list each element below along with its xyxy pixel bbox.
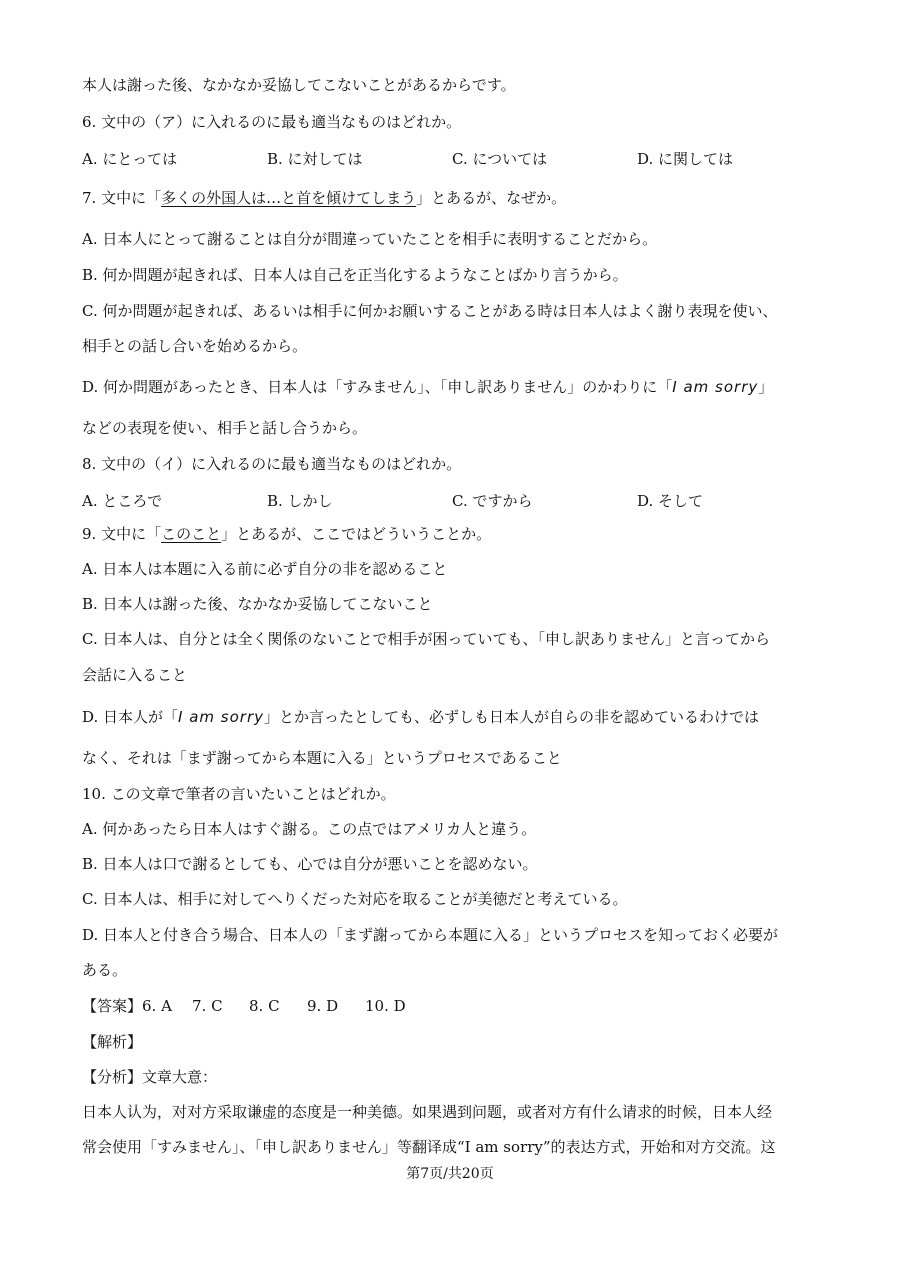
q10-option-b: B. 日本人は口で謝るとしても、心では自分が悪いことを認めない。 [82,855,538,873]
q9-d-handwritten-phrase: I am sorry [178,708,264,726]
q7-option-d-line1 [82,378,773,398]
q8-option-d: D. そして [637,492,704,510]
q7-option-b: B. 何か問題が起きれば、日本人は自己を正当化するようなことばかり言うから。 [82,266,628,284]
answer-label: 【答案】 [82,997,143,1015]
q6-option-a: A. にとっては [82,150,178,168]
q10-option-d-line2: ある。 [82,961,128,979]
q6-option-c: C. については [452,150,548,168]
q9-d-post: 」とか言ったとしても、必ずしも日本人が自らの非を認めているわけでは [264,708,760,726]
q9-option-c-line1: C. 日本人は、自分とは全く関係のないことで相手が困っていても、「申し訳ありません」と言ってから [82,630,770,648]
q10-stem: 10. この文章で筆者の言いたいことはどれか。 [82,785,396,803]
q7-d-pre: D. 何か問題があったとき、日本人は「すみません」、「申し訳ありません」のかわりに「 [82,378,673,396]
q7-option-c-line1: C. 何か問題が起きれば、あるいは相手に何かお願いすることがある時は日本人はよく謝り表現を使い、 [82,302,778,320]
q9-option-a: A. 日本人は本題に入る前に必ず自分の非を認めること [82,560,448,578]
q10-option-d-line1: D. 日本人と付き合う場合、日本人の「まず謝ってから本題に入る」というプロセスを知っておく必要が [82,926,779,944]
q9-stem-underlined: このこと [161,525,222,543]
q9-stem [82,525,491,545]
q8-stem: 8. 文中の（イ）に入れるのに最も適当なものはどれか。 [82,455,462,473]
q9-d-pre: D. 日本人が「 [82,708,179,726]
q7-option-d-line2: などの表現を使い、相手と話し合うから。 [82,419,368,437]
q9-stem-post: 」とあるが、ここではどういうことか。 [221,525,492,543]
page-footer: 第7页/共20页 [406,1166,494,1182]
q6-options [82,148,822,169]
answer-item-8: 8. C [249,997,280,1015]
answer-line [82,997,406,1017]
analysis-label: 【解析】 [82,1033,143,1051]
intro-line: 本人は謝った後、なかなか妥協してこないことがあるからです。 [82,76,516,94]
q6-option-b: B. に対しては [267,150,363,168]
q7-option-a: A. 日本人にとって謝ることは自分が間違っていたことを相手に表明することだから。 [82,230,658,248]
summary-paragraph-line1: 日本人认为，对对方采取谦虚的态度是一种美德。如果遇到问题，或者对方有什么请求的时候，日本人经 [82,1103,773,1121]
q7-option-c-line2: 相手との話し合いを始めるから。 [82,337,308,355]
q7-d-post: 」 [758,378,774,396]
q8-options [82,490,822,511]
q7-stem-underlined: 多くの外国人は…と首を傾けてしまう [161,189,417,207]
q10-option-c: C. 日本人は、相手に対してへりくだった対応を取ることが美徳だと考えている。 [82,890,628,908]
q6-stem: 6. 文中の（ア）に入れるのに最も適当なものはどれか。 [82,113,462,131]
q9-option-c-line2: 会話に入ること [82,666,188,684]
answer-item-10: 10. D [365,997,406,1015]
q8-option-b: B. しかし [267,492,333,510]
q9-option-d-line2: なく、それは「まず謝ってから本題に入る」というプロセスであること [82,749,562,767]
q8-option-c: C. ですから [452,492,533,510]
q7-stem [82,189,566,209]
answer-item-6: 6. A [142,997,172,1015]
summary-paragraph-line2: 常会使用「すみません」、「申し訳ありません」等翻译成“I am sorry”的表达方式，开始和对方交流。这 [82,1138,776,1156]
answer-item-7: 7. C [192,997,223,1015]
q7-d-handwritten-phrase: I am sorry [672,378,759,396]
q9-option-b: B. 日本人は謝った後、なかなか妥協してこないこと [82,595,433,613]
q9-option-d-line1 [82,708,759,728]
summary-label: 【分析】文章大意： [82,1068,218,1086]
q10-option-a: A. 何かあったら日本人はすぐ謝る。この点ではアメリカ人と違う。 [82,820,537,838]
q7-stem-post: 」とあるが、なぜか。 [416,189,567,207]
q7-stem-pre: 7. 文中に「 [82,189,162,207]
q8-option-a: A. ところで [82,492,163,510]
q9-stem-pre: 9. 文中に「 [82,525,162,543]
answer-item-9: 9. D [307,997,339,1015]
q6-option-d: D. に関しては [637,150,734,168]
